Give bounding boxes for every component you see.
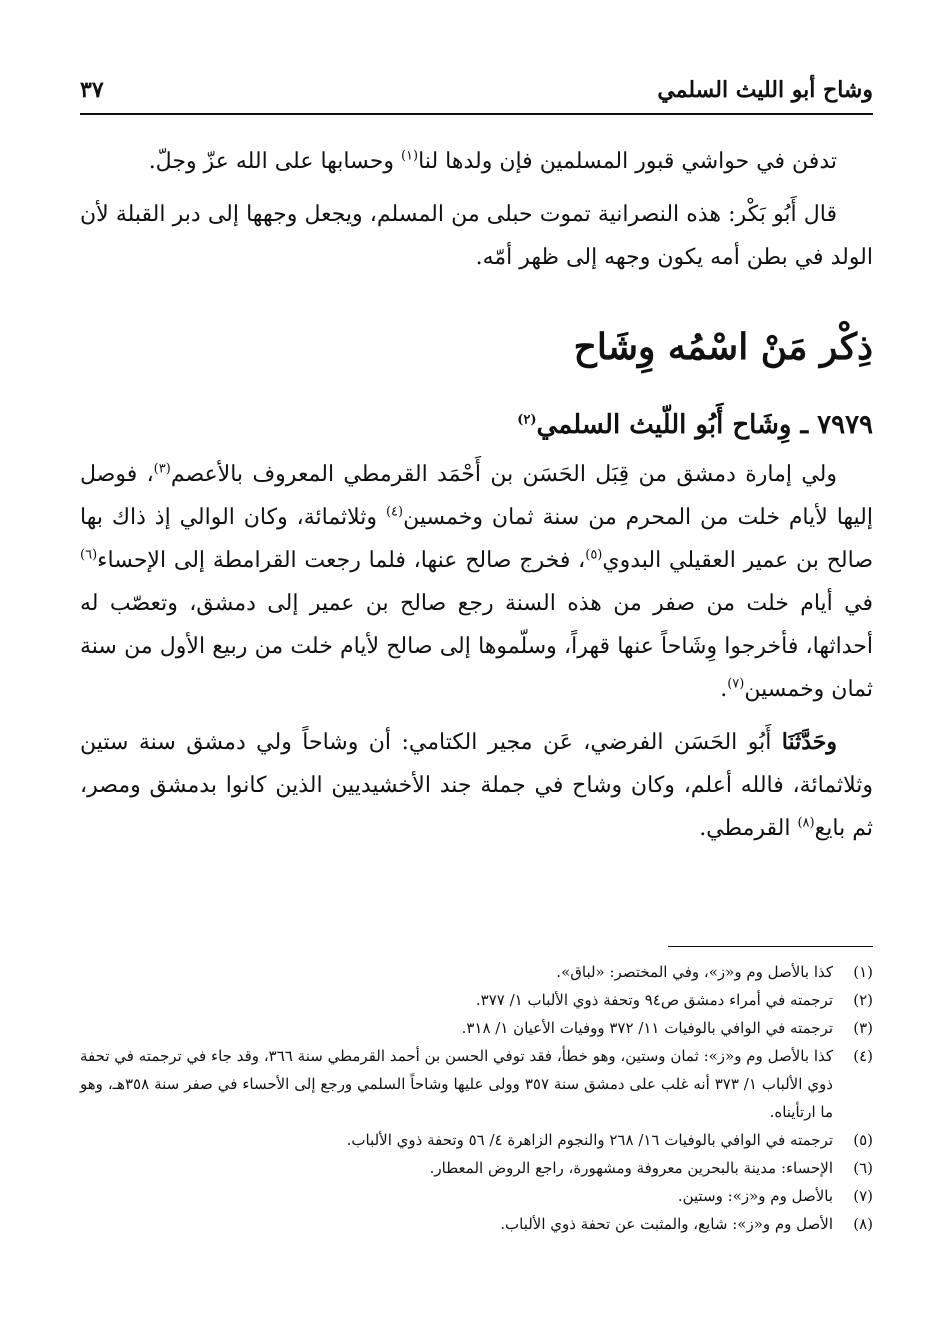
footnote-ref-6: (٦) <box>80 547 98 563</box>
footnote-ref-5: (٥) <box>585 547 603 563</box>
footnote-ref-2: (٢) <box>517 412 537 428</box>
footnote-number: (٥) <box>853 1131 873 1149</box>
paragraph-3 <box>80 453 873 711</box>
footnote-number: (٧) <box>853 1187 873 1205</box>
footnote <box>80 1126 873 1154</box>
footnote-ref-4: (٤) <box>385 504 404 520</box>
footnote <box>80 958 873 986</box>
footnote <box>80 1182 873 1210</box>
footnote-ref-8: (٨) <box>797 815 815 831</box>
paragraph-1-text: تدفن في حواشي قبور المسلمين فإن ولدها لنا <box>418 149 837 174</box>
footnote-number: (٣) <box>853 1019 873 1037</box>
footnote-text: الإحساء: مدينة بالبحرين معروفة ومشهورة، راجع الروض المعطار. <box>429 1159 833 1177</box>
paragraph-4-part-a: أَبُو الحَسَن الفرضي، عَن مجير الكتامي: أن وشاحاً ولي دمشق سنة ستين وثلاثمائة، فالله أعلم، وكان وشاح في جملة جند الأخشيديين الذين كانوا بدمشق ومصر، ثم بايع <box>80 730 873 841</box>
footnote-number: (٢) <box>853 991 873 1009</box>
footnote-number: (٨) <box>853 1215 873 1233</box>
header-rule <box>80 113 873 115</box>
paragraph-1-end: وحسابها على الله عزّ وجلّ. <box>148 149 401 174</box>
paragraph-3-part-f: . <box>720 677 728 702</box>
footnote <box>80 1154 873 1182</box>
paragraph-4-part-b: القرمطي. <box>699 816 798 841</box>
footnote-ref-3: (٣) <box>153 461 171 477</box>
footnote <box>80 1014 873 1042</box>
footnote-text: كذا بالأصل وم و«ز»، وفي المختصر: «لباق». <box>556 963 833 981</box>
footnote <box>80 1210 873 1238</box>
paragraph-2: قال أَبُو بَكْر: هذه النصرانية تموت حبلى من المسلم، ويجعل وجهها إلى دبر القبلة لأن الولد في بطن أمه يكون وجهه إلى ظهر أمّه. <box>80 202 873 270</box>
footnote-number: (١) <box>853 963 873 981</box>
paragraph-4 <box>80 721 873 850</box>
footnotes <box>80 958 873 1238</box>
paragraph-3-part-e: في أيام خلت من صفر من هذه السنة رجع صالح بن عمير إلى دمشق، وتعصّب له أحداثها، فأخرجوا وِشَاحاً عنها قهراً، وسلّموها إلى صالح لأيام خلت من ربيع الأول من سنة ثمان وخمسين <box>80 591 873 702</box>
running-header-title: وشاح أبو الليث السلمي <box>657 77 873 103</box>
footnote-text: بالأصل وم و«ز»: وستين. <box>677 1187 833 1205</box>
footnote-text: كذا بالأصل وم و«ز»: ثمان وستين، وهو خطأ، فقد توفي الحسن بن أحمد القرمطي سنة ٣٦٦، وقد جاء في ترجمته في تحفة ذوي الألباب ١/ ٣٧٣ أنه غلب على دمشق سنة ٣٥٧ وولى عليها وشاحاً السلمي ورجع إلى الأحساء في صفر سنة ٣٥٨هـ، وهو ما ارتأيناه. <box>80 1047 833 1121</box>
paragraph-1 <box>80 140 873 183</box>
footnote <box>80 1042 873 1126</box>
footnote-text: الأصل وم و«ز»: شايع، والمثبت عن تحفة ذوي الألباب. <box>500 1215 833 1233</box>
footnote-number: (٦) <box>853 1159 873 1177</box>
footnote-text: ترجمته في الوافي بالوفيات ١٦/ ٢٦٨ والنجوم الزاهرة ٤/ ٥٦ وتحفة ذوي الألباب. <box>346 1131 833 1149</box>
paragraph-3-part-a: ولي إمارة دمشق من قِبَل الحَسَن بن أَحْمَد القرمطي المعروف بالأعصم <box>170 462 837 487</box>
footnote-text: ترجمته في أمراء دمشق ص٩٤ وتحفة ذوي الألباب ١/ ٣٧٧. <box>475 991 833 1009</box>
paragraph-3-part-c: وثلاثمائة، وكان الوالي إذ ذاك بها صالح بن عمير العقيلي البدوي <box>80 505 873 573</box>
footnote-number: (٤) <box>853 1047 873 1065</box>
footnote-ref-7: (٧) <box>727 676 745 692</box>
paragraph-4-lead: وحَدَّثَنَا <box>781 729 837 755</box>
footnote-rule <box>668 946 873 947</box>
paragraph-3-part-d: ، فخرج صالح عنها، فلما رجعت القرامطة إلى الإحساء <box>97 548 586 573</box>
footnote-text: ترجمته في الوافي بالوفيات ١١/ ٣٧٢ ووفيات الأعيان ١/ ٣١٨. <box>461 1019 833 1037</box>
footnote-ref-1: (١) <box>400 148 419 164</box>
main-text <box>80 140 873 860</box>
running-header <box>80 70 873 110</box>
footnote <box>80 986 873 1014</box>
entry-heading-text: ٧٩٧٩ ـ وِشَاح أَبُو اللّيث السلمي <box>536 410 873 440</box>
paragraph-3-part-b: ، فوصل إليها لأيام خلت من المحرم من سنة ثمان وخمسين <box>80 462 873 530</box>
entry-heading <box>80 401 873 449</box>
section-title: ذِكْر مَنْ اسْمُه وِشَاح <box>573 326 873 368</box>
page-number: ٣٧ <box>80 77 104 103</box>
